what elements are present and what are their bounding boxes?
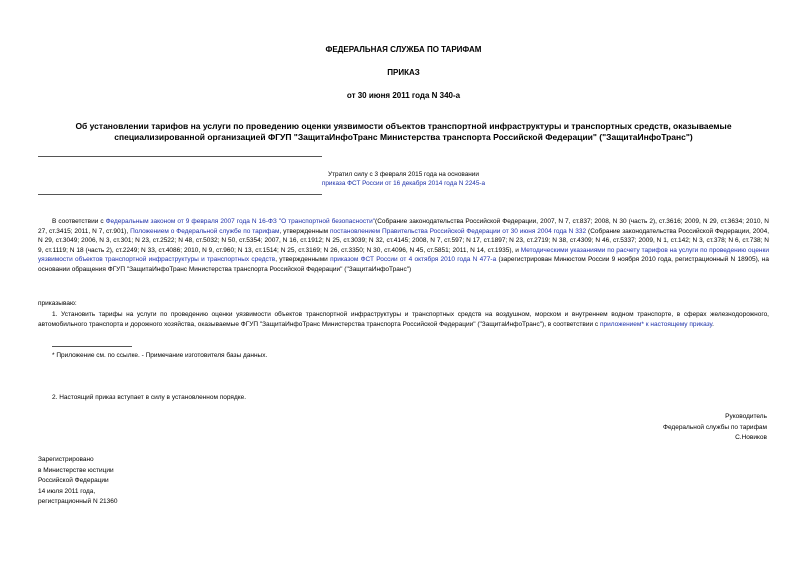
registration-line-1: Зарегистрировано xyxy=(38,456,94,463)
preamble-text-3: , утвержденным xyxy=(279,227,330,235)
registration-line-4: 14 июля 2011 года, xyxy=(38,487,96,495)
status-note xyxy=(300,170,507,188)
preamble-text-4: (Собрание законодательства Российской Федерации, 2004, N 29, ст.3049; 2006, N 3, ст.301; N 23, ст.2522; N 48, ст.5032; N 50, ст.5354; 2007, N 16, ст.1912; N 25, ст.3039; N 32, ст.4145; 2008, N 7, ст.597; N 17, ст.1897; N 23, ст.2719; N 38, ст.4309; N 46, ст.5337; 2009, N 1, ст.142; N 3, ст.378; N 6, ст.738; N 9, ст.1119; N 18 (часть 2), ст.2249; N 33, ст.4086; 2010, N 9, ст.960; N 13, ст.1514; N 25, ст.3169; N 26, ст.3350; N 30, ст.4096, N 45, ст.5851; 2011, N 14, ст.1935), и xyxy=(38,227,770,254)
signature-title: Руководитель xyxy=(725,413,767,420)
link-government-decree[interactable]: постановлением Правительства Российской Федерации от 30 июня 2004 года N 332 xyxy=(330,227,587,235)
preamble-text-6: (зарегистрирован Минюстом России 9 ноября 2010 года, регистрационный N 18905), на основании обращения ФГУП "ЗащитаИнфоТранс Министерства транспорта Российской Федерации" ("ЗащитаИнфоТранс") xyxy=(38,256,770,273)
title-line-1: Об установлении тарифов на услуги по проведению оценки уязвимости объектов транспортной инфраструктуры и транспортных средств, оказываемые xyxy=(75,121,732,131)
signature-agency: Федеральной службы по тарифам xyxy=(663,423,767,431)
status-link[interactable]: приказа ФСТ России от 16 декабря 2014 года N 2245-а xyxy=(321,180,486,187)
status-line: Утратил силу с 3 февраля 2015 года на основании xyxy=(328,171,479,178)
registration-line-2: в Министерстве юстиции xyxy=(38,466,114,474)
link-fst-order-477a[interactable]: приказом ФСТ России от 4 октября 2010 года N 477-а xyxy=(330,256,497,264)
divider-bottom xyxy=(38,194,322,195)
item1-end: . xyxy=(712,320,714,328)
footnote-divider xyxy=(52,346,132,347)
preamble-text-5: , утвержденными xyxy=(275,256,331,264)
document-date-number: от 30 июня 2011 года N 340-а xyxy=(346,91,461,100)
title-line-2: специализированной организацией ФГУП "ЗащитаИнфоТранс Министерства транспорта Российской Федерации" ("ЗащитаИнфоТранс") xyxy=(114,132,693,142)
footnote: * Приложение см. по ссылке. - Примечание изготовителя базы данных. xyxy=(52,352,268,359)
order-item-2: 2. Настоящий приказ вступает в силу в установленном порядке. xyxy=(52,394,247,401)
preamble-text-2: (Собрание законодательства Российской Федерации, 2007, N 7, ст.837; 2008, N 30 (часть 2), ст.3616; 2009, N 29, ст.3634; 2010, N 27, ст.3415; 2011, N 7, ст.901), xyxy=(38,218,769,235)
preamble-text-1: В соответствии с xyxy=(52,218,106,225)
order-item-1 xyxy=(38,310,769,329)
signature-name: С.Новиков xyxy=(735,434,767,441)
item1-text: 1. Установить тарифы на услуги по проведению оценки уязвимости объектов транспортной инфраструктуры и транспортных средств на воздушном, морском и внутреннем водном транспорте, в сферах железнодорожного, автомобильного транспорта и дорожного хозяйства, оказываемые ФГУП "ЗащитаИнфоТранс Министерства транспорта Российской Федерации" ("ЗащитаИнфоТранс"), в соответствии с xyxy=(38,311,769,328)
document-type: ПРИКАЗ xyxy=(387,68,420,77)
signature-block xyxy=(663,412,767,444)
link-federal-law[interactable]: Федеральным законом от 9 февраля 2007 года N 16-ФЗ "О транспортной безопасности" xyxy=(105,218,376,225)
link-methodical-guidelines[interactable]: Методическими указаниями по расчету тарифов на услуги по проведению оценки уязвимости объектов транспортной инфраструктуры и транспортных средств xyxy=(38,246,770,264)
document-title xyxy=(30,121,777,143)
link-appendix[interactable]: приложением* к настоящему приказу xyxy=(599,320,713,328)
divider-top xyxy=(38,156,322,157)
registration-line-3: Российской Федерации xyxy=(38,477,109,484)
agency-name: ФЕДЕРАЛЬНАЯ СЛУЖБА ПО ТАРИФАМ xyxy=(325,45,482,54)
preamble-paragraph xyxy=(38,217,769,275)
order-word: приказываю: xyxy=(38,300,77,307)
registration-line-5: регистрационный N 21360 xyxy=(38,498,118,505)
registration-block xyxy=(38,455,118,508)
link-fst-regulation[interactable]: Положением о Федеральной службе по тарифам xyxy=(130,227,280,235)
